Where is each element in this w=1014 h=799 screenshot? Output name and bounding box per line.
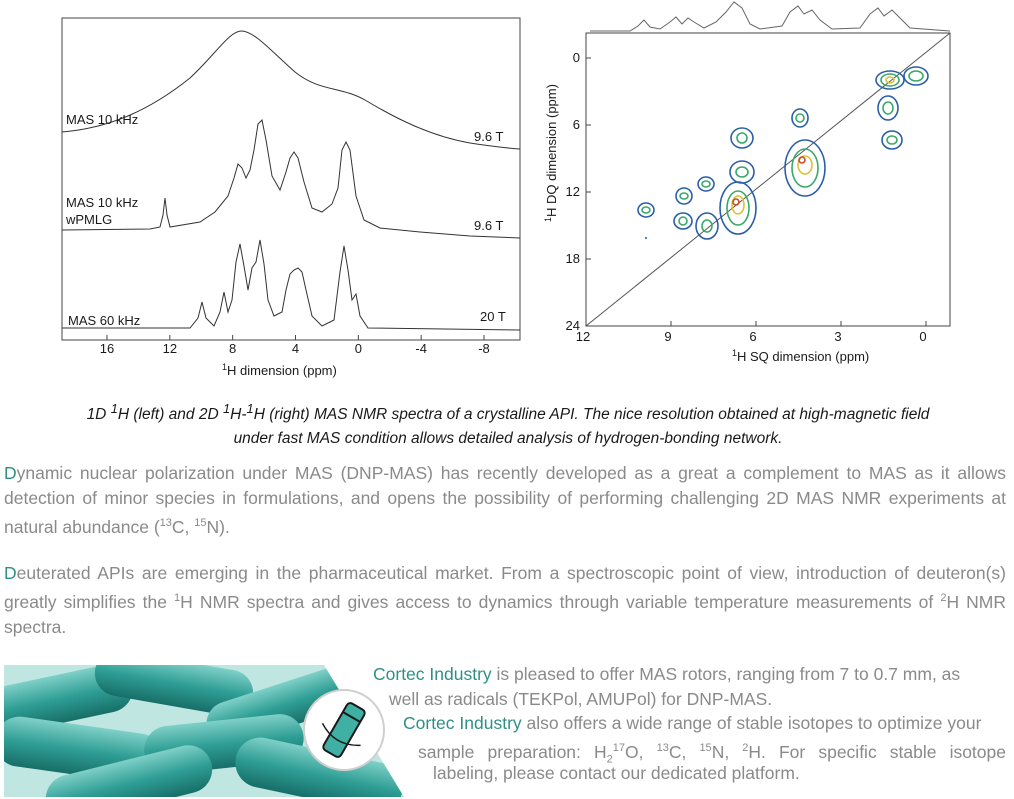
peak-cluster-13	[696, 213, 718, 239]
right-y-ticks	[566, 50, 591, 333]
peak-cluster-14	[638, 203, 654, 217]
left-x-tick-label: 4	[291, 341, 300, 356]
projection-trace	[590, 2, 950, 31]
right-y-axis-label: $^1$H DQ dimension (ppm)	[543, 84, 559, 222]
peak-cluster-1	[876, 71, 904, 89]
figure-caption	[40, 397, 976, 451]
peak-cluster-5	[792, 109, 808, 127]
promo-line-3: Cortec Industry also offers a wide range of stable isotopes to optimize your	[403, 713, 982, 733]
left-x-axis-label: $^1$H dimension (ppm)	[222, 362, 337, 378]
peak-cluster-11	[676, 188, 692, 204]
right-y-tick-label: 0	[572, 50, 580, 65]
left-x-tick-label: -8	[478, 341, 490, 356]
left-nmr-figure	[0, 0, 525, 390]
peak-cluster-8	[730, 161, 754, 183]
trace-label-wpmlg: wPMLG	[66, 212, 113, 227]
caption-line-1: 1D $^1$H (left) and 2D $^1$H-$^1$H (right) MAS NMR spectra of a crystalline API. The nice resolution obtained at high-magnetic field	[86, 401, 930, 424]
field-label-1: 9.6 T	[474, 129, 504, 144]
field-label-2: 9.6 T	[474, 218, 504, 233]
right-x-tick-label: 9	[664, 329, 672, 344]
spectrum-trace-wpmlg	[62, 120, 520, 238]
right-y-tick-label: 12	[565, 184, 580, 199]
peak-cluster-10	[698, 177, 714, 191]
promo-line-1: Cortec Industry is pleased to offer MAS rotors, ranging from 7 to 0.7 mm, as	[373, 664, 961, 684]
left-x-tick-label: 0	[354, 341, 362, 356]
field-label-3: 20 T	[480, 309, 506, 324]
left-x-tick-label: 8	[229, 341, 237, 356]
trace-label-mas10b: MAS 10 kHz	[66, 195, 139, 210]
right-x-ticks	[576, 321, 927, 344]
left-x-tick-label: -4	[415, 341, 427, 356]
paragraph-deuterated-apis: Deuterated APIs are emerging in the pharmaceutical market. From a spectroscopic point of view, introduction of deuteron(s) greatly simplifies the $^1$H NMR spectra and gives access to dynamics through variable temperature measurements of $^2$H NMR spectra.	[4, 563, 1006, 637]
spectrum-trace-mas10	[62, 31, 520, 149]
peak-cluster-7	[731, 128, 753, 148]
left-plot-frame	[62, 18, 520, 340]
right-x-tick-label: 3	[834, 329, 842, 344]
promo-line-5: labeling, please contact our dedicated platform.	[433, 763, 800, 783]
capsules-photo	[4, 665, 404, 797]
right-y-tick-label: 6	[572, 117, 580, 132]
trace-label-mas10: MAS 10 kHz	[66, 112, 139, 127]
trace-label-mas60: MAS 60 kHz	[68, 313, 141, 328]
right-x-axis-label: $^1$H SQ dimension (ppm)	[732, 348, 870, 364]
left-x-ticks	[100, 335, 490, 356]
peak-cluster-9	[720, 182, 756, 234]
right-x-tick-label: 6	[749, 329, 757, 344]
caption-line-2: under fast MAS condition allows detailed analysis of hydrogen-bonding network.	[233, 430, 783, 448]
peak-cluster-4	[882, 131, 902, 149]
brand-link-2[interactable]: Cortec Industry	[403, 713, 522, 733]
left-x-tick-label: 12	[162, 341, 178, 356]
right-x-tick-label: 12	[575, 329, 591, 344]
paragraph-dnp-mas: Dynamic nuclear polarization under MAS (DNP-MAS) has recently developed as a great a complement to MAS as it allows detection of minor species in formulations, and opens the possibility of performing challenging 2D MAS NMR experiments at natural abundance ($^{13}$C, $^{15}$N).	[4, 463, 1006, 537]
left-x-tick-label: 16	[99, 341, 115, 356]
promo-line-2: well as radicals (TEKPol, AMUPol) for DNP-MAS.	[389, 689, 773, 709]
right-x-tick-label: 0	[919, 329, 927, 344]
peak-dot	[645, 237, 647, 239]
peak-cluster-3	[878, 96, 898, 120]
peak-cluster-6	[785, 140, 825, 196]
promo-line-4: sample preparation: $H_2^{17}O$, $^{13}$C, $^{15}$N, $^2$H. For specific stable isotope	[418, 741, 1006, 766]
right-y-tick-label: 18	[565, 251, 580, 266]
right-nmr-figure	[520, 0, 1014, 370]
brand-link-1[interactable]: Cortec Industry	[373, 664, 492, 684]
peak-cluster-12	[674, 213, 692, 229]
right-y-tick-label: 24	[565, 318, 580, 333]
contour-peaks	[638, 67, 928, 239]
peak-cluster-2	[904, 67, 928, 85]
diagonal-line	[586, 33, 950, 326]
